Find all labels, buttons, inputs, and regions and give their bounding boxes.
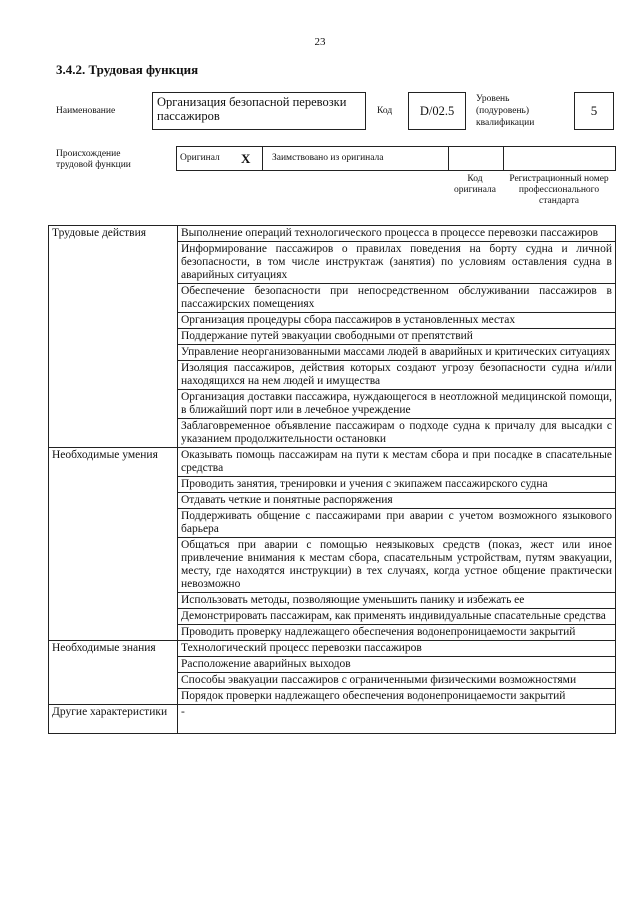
table-cell: Порядок проверки надлежащего обеспечения водонепроницаемости закрытий — [178, 689, 616, 705]
code-field: D/02.5 — [408, 92, 466, 130]
origin-row — [176, 146, 616, 171]
level-label-line-1: Уровень — [476, 94, 510, 104]
table-cell: Расположение аварийных выходов — [178, 657, 616, 673]
registration-caption-line-1: Регистрационный номер — [509, 174, 609, 184]
origin-label-line-2: трудовой функции — [56, 160, 131, 170]
registration-caption-line-2: профессионального — [518, 185, 600, 195]
table-cell: Проводить занятия, тренировки и учения с экипажем пассажирского судна — [178, 477, 616, 493]
registration-number-cell — [503, 147, 615, 170]
registration-caption-line-3: стандарта — [539, 196, 579, 206]
table-row — [49, 705, 616, 734]
table-cell: Информирование пассажиров о правилах поведения на борту судна и личной безопасности, в том числе инструктаж (занятия) по условиям оставления судна в аварийных ситуациях — [178, 242, 616, 284]
table-cell: Способы эвакуации пассажиров с ограниченными физическими возможностями — [178, 673, 616, 689]
level-label-line-2: (подуровень) — [476, 106, 530, 116]
table-cell: Поддерживать общение с пассажирами при аварии с учетом возможного языкового барьера — [178, 509, 616, 538]
level-field: 5 — [574, 92, 614, 130]
table-cell: Организация процедуры сбора пассажиров в установленных местах — [178, 313, 616, 329]
registration-number-caption — [502, 174, 616, 207]
original-code-caption-line-2: оригинала — [454, 185, 496, 195]
table-cell: Организация доставки пассажира, нуждающегося в неотложной медицинской помощи, в ближайший порт или в лечебное учреждение — [178, 390, 616, 419]
original-cell — [177, 147, 263, 170]
table-cell: Общаться при аварии с помощью неязыковых средств (показ, жест или иное привлечение внимания к местам сбора, спасательным устройствам, путям эвакуации, месту, где находятся инструкции) в тех случаях, когда устное общение практически невозможно — [178, 538, 616, 593]
table-cell: Использовать методы, позволяющие уменьшить панику и избежать ее — [178, 593, 616, 609]
table-cell: - — [178, 705, 616, 734]
original-label: Оригинал — [180, 153, 220, 163]
name-label: Наименование — [56, 106, 116, 116]
function-details-table — [48, 225, 616, 734]
origin-label-line-1: Происхождение — [56, 149, 121, 159]
borrowed-cell — [262, 147, 449, 170]
code-label: Код — [377, 106, 393, 116]
table-cell: Изоляция пассажиров, действия которых создают угрозу безопасности судна и/или находящихся на нем людей и имущества — [178, 361, 616, 390]
section-header-labor-actions: Трудовые действия — [49, 226, 178, 448]
page-number: 23 — [314, 36, 326, 48]
table-cell: Отдавать четкие и понятные распоряжения — [178, 493, 616, 509]
original-code-caption — [440, 174, 510, 196]
table-cell: Проводить проверку надлежащего обеспечения водонепроницаемости закрытий — [178, 625, 616, 641]
table-cell: Заблаговременное объявление пассажирам о подходе судна к причалу для высадки с указанием продолжительности остановки — [178, 419, 616, 448]
level-label-line-3: квалификации — [476, 118, 535, 128]
section-header-other-characteristics: Другие характеристики — [49, 705, 178, 734]
table-row — [49, 641, 616, 657]
section-title: 3.4.2. Трудовая функция — [56, 62, 199, 77]
original-mark: X — [241, 151, 251, 166]
table-row — [49, 226, 616, 242]
original-code-cell — [448, 147, 504, 170]
section-header-required-knowledge: Необходимые знания — [49, 641, 178, 705]
name-field: Организация безопасной перевозки пассажиров — [152, 92, 366, 130]
table-cell: Технологический процесс перевозки пассажиров — [178, 641, 616, 657]
table-cell: Поддержание путей эвакуации свободными от препятствий — [178, 329, 616, 345]
original-code-caption-line-1: Код — [467, 174, 483, 184]
borrowed-label: Заимствовано из оригинала — [272, 153, 384, 163]
table-cell: Демонстрировать пассажирам, как применять индивидуальные спасательные средства — [178, 609, 616, 625]
table-cell: Выполнение операций технологического процесса в процессе перевозки пассажиров — [178, 226, 616, 242]
table-cell: Управление неорганизованными массами людей в аварийных и критических ситуациях — [178, 345, 616, 361]
table-cell: Обеспечение безопасности при непосредственном обслуживании пассажиров в пассажирских помещениях — [178, 284, 616, 313]
table-cell: Оказывать помощь пассажирам на пути к местам сбора и при посадке в спасательные средства — [178, 448, 616, 477]
table-row — [49, 448, 616, 477]
section-header-required-skills: Необходимые умения — [49, 448, 178, 641]
